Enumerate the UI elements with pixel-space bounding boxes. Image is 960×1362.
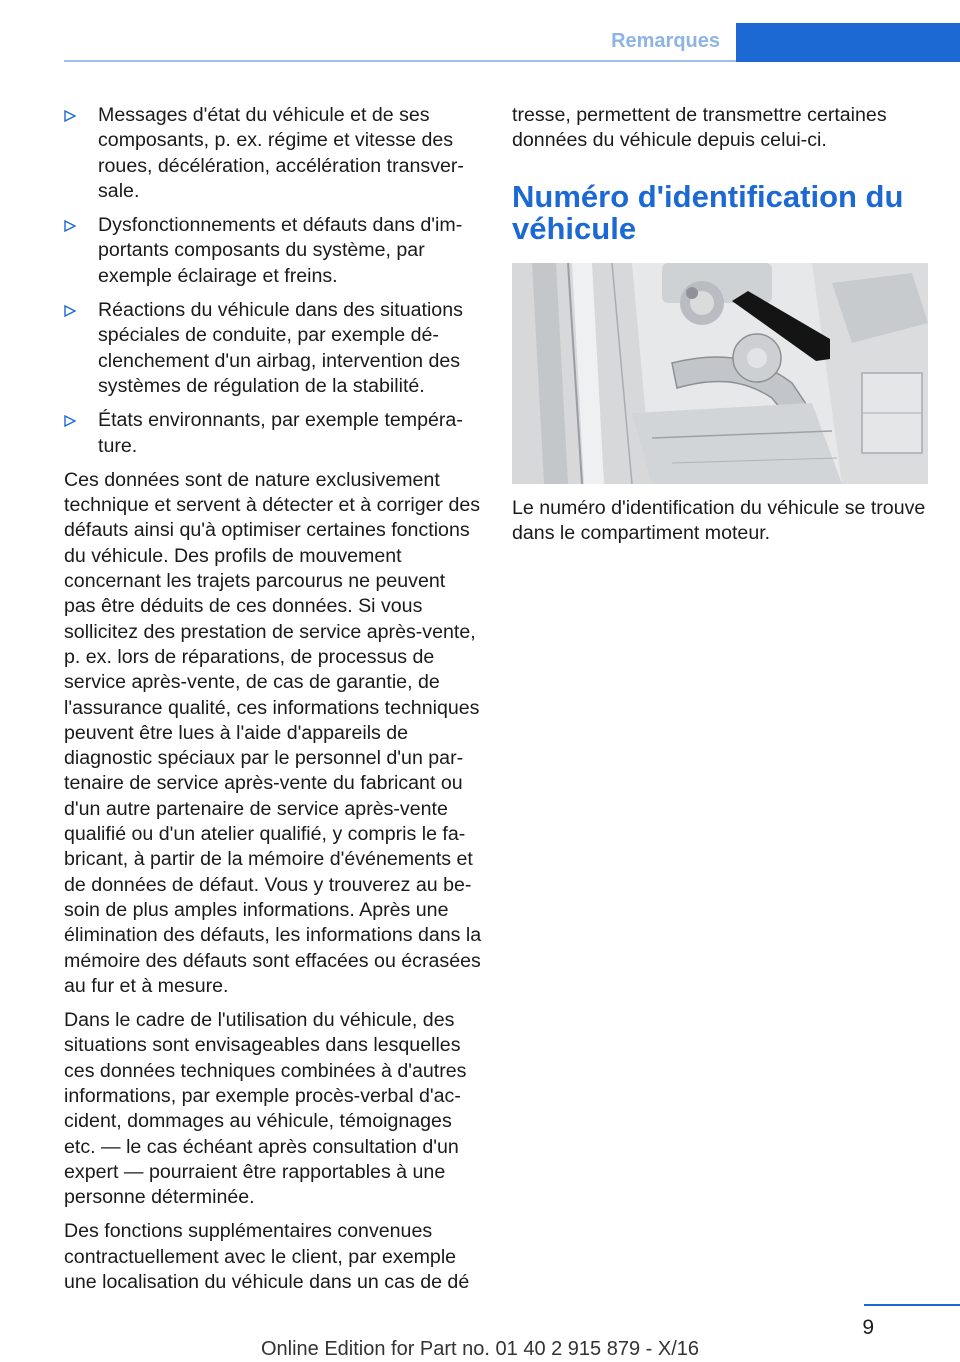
- figure-caption: Le numéro d'identification du véhicule se trouve dans le compartiment moteur.: [512, 496, 926, 544]
- triangle-bullet-icon: [64, 220, 76, 232]
- left-column: [64, 103, 482, 1304]
- section-heading: Numéro d'identification du véhicule: [512, 178, 904, 246]
- list-item: [64, 103, 482, 204]
- header-tab: [736, 23, 960, 62]
- continuation-paragraph: tresse, permettent de transmettre certaines données du véhicule depuis celui-ci.: [512, 104, 887, 152]
- list-item: [64, 298, 482, 399]
- footer-rule: [864, 1304, 960, 1306]
- bullet-text: Messages d'état du véhicule et de ses composants, p. ex. régime et vitesse des roues, décélération, accélération transversale.: [98, 104, 464, 202]
- section-title: Remarques: [611, 30, 720, 52]
- bullet-list: [64, 103, 482, 459]
- list-item: [64, 408, 482, 459]
- bullet-text: États environnants, par exemple température.: [98, 409, 463, 457]
- triangle-bullet-icon: [64, 110, 76, 122]
- triangle-bullet-icon: [64, 305, 76, 317]
- bullet-text: Réactions du véhicule dans des situations spéciales de conduite, par exemple déclenchement d'un airbag, intervention des systèmes de régulation de la stabilité.: [98, 299, 463, 397]
- bullet-text: Dysfonctionnements et défauts dans d'importants composants du système, par exemple éclairage et freins.: [98, 214, 463, 287]
- body-paragraph: Des fonctions supplémentaires convenues contractuellement avec le client, par exemple une localisation du véhicule dans un cas de dé: [64, 1220, 470, 1294]
- right-column: [512, 103, 930, 555]
- engine-compartment-figure: [512, 263, 928, 484]
- footer-edition: Online Edition for Part no. 01 40 2 915 879 - X/16: [260, 1338, 700, 1360]
- body-paragraph: Ces données sont de nature exclusivement technique et servent à détecter et à corriger des défauts ainsi qu'à optimiser certaines fonctions du véhicule. Des profils de mouvement concernant les trajets parcourus ne peuvent pas être déduits de ces données. Si vous sollicitez des prestation de service après-vente, p. ex. lors de réparations, de processus de service après-vente, de cas de garantie, de l'assurance qualité, ces informations techniques peuvent être lues à l'aide d'appareils de diagnostic spéciaux par le personnel d'un partenaire de service après-vente du fabricant ou d'un autre partenaire de service après-vente qualifié ou d'un atelier qualifié, y compris le fabricant, à partir de la mémoire d'événements et de données de défaut. Vous y trouverez au besoin de plus amples informations. Après une élimination des défauts, les informations dans la mémoire des défauts sont effacées ou écrasées au fur et à mesure.: [64, 468, 482, 997]
- list-item: [64, 213, 482, 289]
- triangle-bullet-icon: [64, 415, 76, 427]
- header-rule: [64, 60, 736, 62]
- page-number: 9: [862, 1316, 874, 1339]
- body-paragraph: Dans le cadre de l'utilisation du véhicule, des situations sont envisageables dans lesquelles ces données techniques combinées à d'autres informations, par exemple procès-verbal d'accident, dommages au véhicule, témoignages etc. — le cas échéant après consultation d'un expert — pourraient être rapportables à une personne déterminée.: [64, 1009, 467, 1209]
